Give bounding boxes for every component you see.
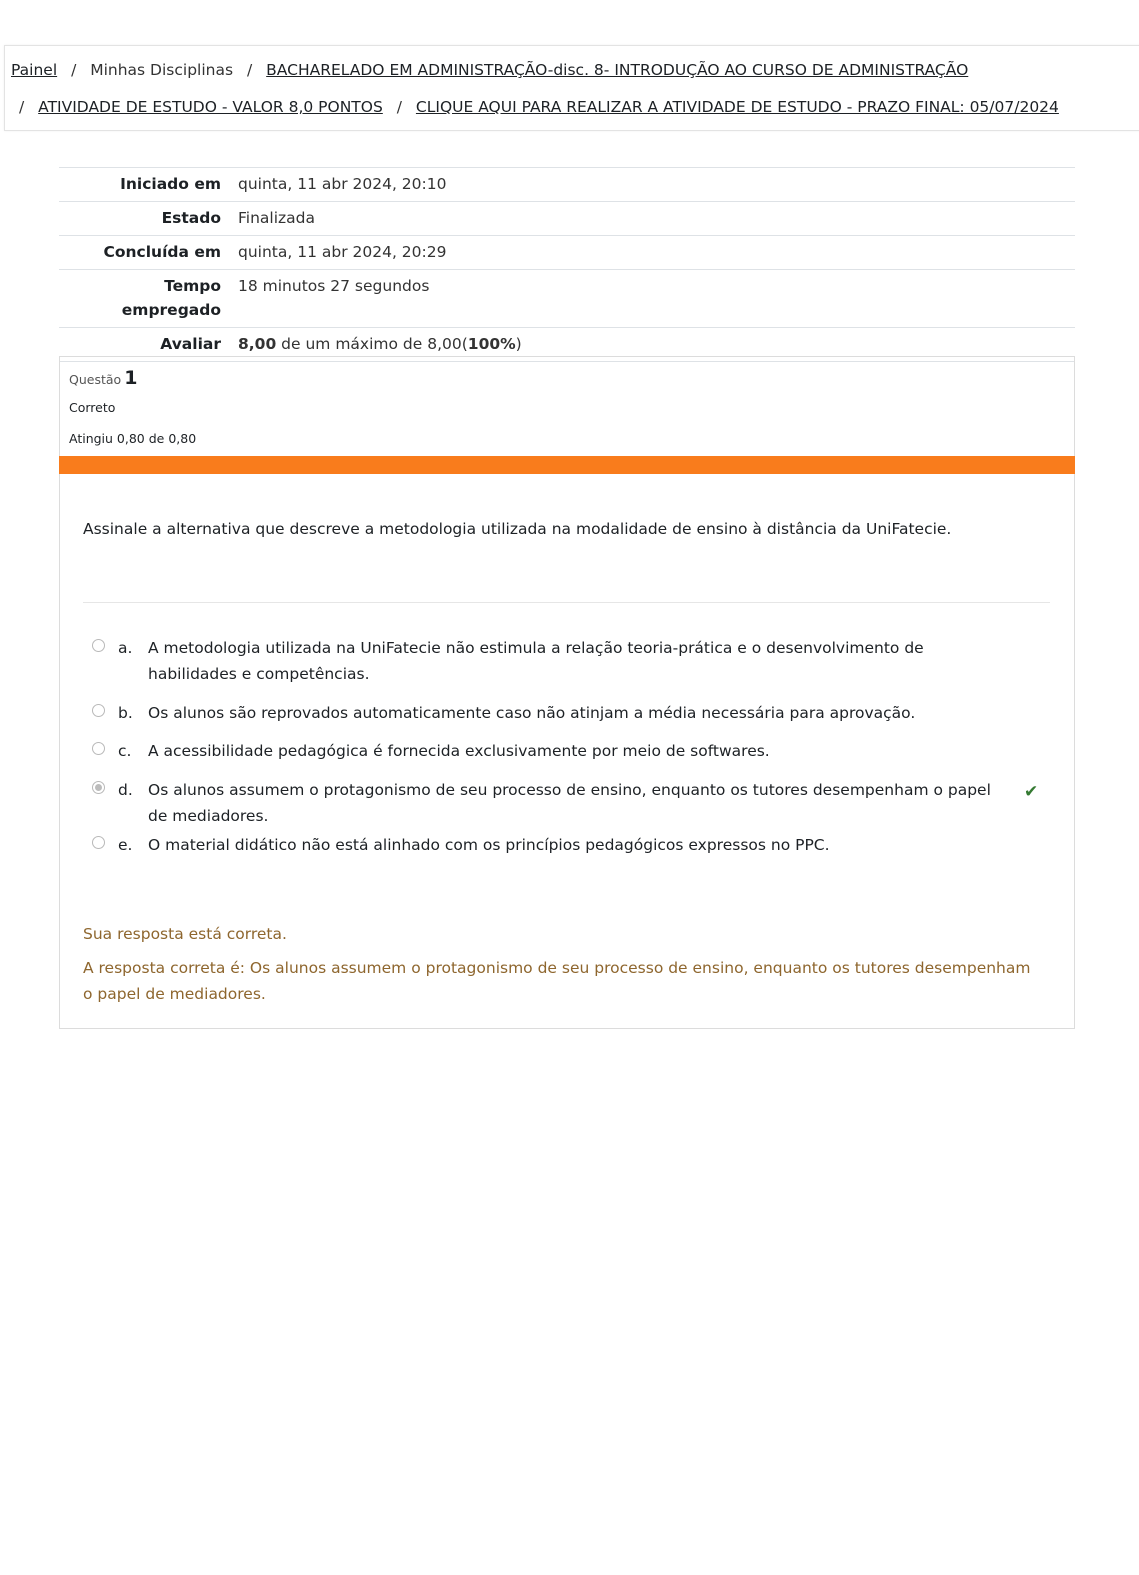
breadcrumb-line-1 xyxy=(11,61,968,79)
question-accent-bar xyxy=(59,456,1075,474)
answer-letter: a. xyxy=(118,639,133,657)
breadcrumb-painel-link[interactable]: Painel xyxy=(11,61,58,79)
feedback-correct: Sua resposta está correta. xyxy=(83,925,287,943)
question-card xyxy=(59,356,1075,1029)
question-grade: Atingiu 0,80 de 0,80 xyxy=(69,431,197,446)
breadcrumb-activity-link[interactable]: ATIVIDADE DE ESTUDO - VALOR 8,0 PONTOS xyxy=(38,98,383,116)
grade-label: Avaliar xyxy=(59,328,238,362)
breadcrumb-separator: / xyxy=(247,61,253,79)
question-number xyxy=(69,367,138,389)
breadcrumb-separator: / xyxy=(19,98,25,116)
question-number-value: 1 xyxy=(124,367,138,389)
radio-d-selected[interactable] xyxy=(92,781,105,794)
feedback-right-answer: A resposta correta é: Os alunos assumem o protagonismo de seu processo de ensino, enquanto os tutores desempenham o papel de mediadores. xyxy=(83,959,1031,1003)
time-label-line-2: empregado xyxy=(121,301,221,319)
time-label-line-1: Tempo xyxy=(164,277,221,295)
breadcrumb xyxy=(4,45,1139,131)
answer-text: Os alunos assumem o protagonismo de seu processo de ensino, enquanto os tutores desempenham o papel de mediadores. xyxy=(148,781,991,825)
radio-e[interactable] xyxy=(92,836,105,849)
answer-letter: d. xyxy=(118,781,133,799)
question-text: Assinale a alternativa que descreve a metodologia utilizada na modalidade de ensino à distância da UniFatecie. xyxy=(83,520,952,538)
question-label: Questão xyxy=(69,372,122,387)
breadcrumb-separator: / xyxy=(396,98,402,116)
breadcrumb-minhas-disciplinas: Minhas Disciplinas xyxy=(90,61,234,79)
summary-row-state xyxy=(59,202,1075,236)
question-info xyxy=(69,367,137,389)
breadcrumb-quiz-link[interactable]: CLIQUE AQUI PARA REALIZAR A ATIVIDADE DE ESTUDO - PRAZO FINAL: 05/07/2024 xyxy=(415,98,1059,116)
breadcrumb-line-2 xyxy=(19,98,1059,116)
summary-row-started xyxy=(59,168,1075,202)
state-value: Finalizada xyxy=(238,202,1075,236)
answer-letter: c. xyxy=(118,742,132,760)
grade-end: ) xyxy=(515,335,522,353)
started-label: Iniciado em xyxy=(59,168,238,202)
answer-text: O material didático não está alinhado com os princípios pedagógicos expressos no PPC. xyxy=(148,836,830,854)
answer-text: A metodologia utilizada na UniFatecie não estimula a relação teoria-prática e o desenvolvimento de habilidades e competências. xyxy=(148,639,924,683)
summary-row-completed xyxy=(59,236,1075,270)
divider xyxy=(83,602,1050,603)
radio-a[interactable] xyxy=(92,639,105,652)
breadcrumb-course-link[interactable]: BACHARELADO EM ADMINISTRAÇÃO-disc. 8- INTRODUÇÃO AO CURSO DE ADMINISTRAÇÃO xyxy=(266,61,969,79)
time-value: 18 minutos 27 segundos xyxy=(238,270,1075,328)
radio-c[interactable] xyxy=(92,742,105,755)
summary-row-time xyxy=(59,270,1075,328)
radio-b[interactable] xyxy=(92,704,105,717)
answer-text: A acessibilidade pedagógica é fornecida exclusivamente por meio de softwares. xyxy=(148,742,770,760)
completed-label: Concluída em xyxy=(59,236,238,270)
answer-letter: b. xyxy=(118,704,133,722)
completed-value: quinta, 11 abr 2024, 20:29 xyxy=(238,236,1075,270)
started-value: quinta, 11 abr 2024, 20:10 xyxy=(238,168,1075,202)
time-label xyxy=(59,270,238,328)
answer-text: Os alunos são reprovados automaticamente caso não atinjam a média necessária para aprovação. xyxy=(148,704,916,722)
breadcrumb-separator: / xyxy=(71,61,77,79)
answer-letter: e. xyxy=(118,836,133,854)
check-icon: ✔ xyxy=(1024,782,1039,802)
grade-percent: 100% xyxy=(467,335,516,353)
question-state: Correto xyxy=(69,400,116,415)
attempt-summary-table xyxy=(59,167,1075,362)
grade-score: 8,00 xyxy=(238,335,277,353)
state-label: Estado xyxy=(59,202,238,236)
grade-middle: de um máximo de 8,00( xyxy=(276,335,468,353)
